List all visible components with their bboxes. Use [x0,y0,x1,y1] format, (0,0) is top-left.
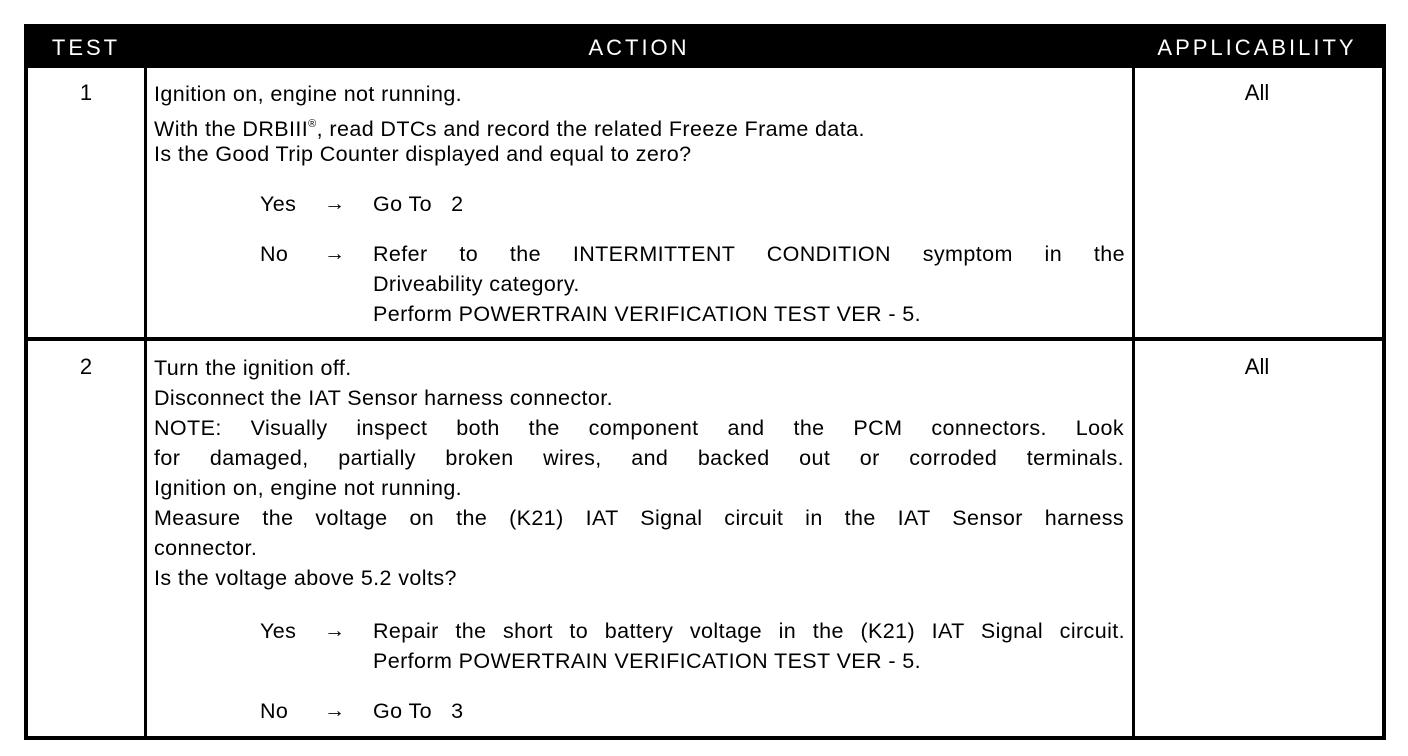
test-number: 2 [79,354,93,379]
yes-label: Yes [260,619,297,643]
arrow-icon: → [324,242,345,265]
arrow-icon: → [324,699,345,722]
action-line: Measure the voltage on the (K21) IAT Signal circuit in the IAT Sensor harness [154,506,1124,530]
action-line: NOTE: Visually inspect both the component and the PCM connectors. Look [154,416,1124,440]
action-line: for damaged, partially broken wires, and backed out or corroded terminals. [154,446,1124,470]
no-label: No [260,242,289,266]
action-line: Ignition on, engine not running. [154,476,463,500]
action-line: Ignition on, engine not running. [154,82,463,106]
action-text: With the DRBIII [154,117,309,141]
column-divider [144,68,147,740]
arrow-icon: → [324,192,345,215]
applicability-value: All [1244,80,1270,105]
no-action: Refer to the INTERMITTENT CONDITION symptom in the [373,242,1125,266]
action-line: Is the voltage above 5.2 volts? [154,566,457,590]
registered-mark: ® [308,118,317,130]
action-line: Turn the ignition off. [154,356,352,380]
arrow-icon: → [324,619,345,642]
action-line: connector. [154,536,258,560]
header-action: ACTION [588,35,690,60]
row-divider [28,337,1382,341]
action-line: Disconnect the IAT Sensor harness connector. [154,386,613,410]
yes-action: Repair the short to battery voltage in the (K21) IAT Signal circuit. [373,619,1125,643]
yes-label: Yes [260,192,297,216]
no-action: Go To 3 [373,699,464,723]
header-test: TEST [51,35,121,60]
column-divider [1132,68,1135,740]
no-action: Driveability category. [373,272,580,296]
no-action: Perform POWERTRAIN VERIFICATION TEST VER - 5. [373,302,922,326]
yes-action: Perform POWERTRAIN VERIFICATION TEST VER - 5. [373,649,922,673]
table-header [28,28,1382,68]
header-applicability: APPLICABILITY [1157,35,1357,60]
test-number: 1 [79,80,93,105]
no-label: No [260,699,289,723]
action-text: , read DTCs and record the related Freeze Frame data. [316,117,865,141]
applicability-value: All [1244,354,1270,379]
diagnostic-test-table [24,24,1386,740]
yes-action: Go To 2 [373,192,464,216]
action-line: Is the Good Trip Counter displayed and equal to zero? [154,142,692,166]
